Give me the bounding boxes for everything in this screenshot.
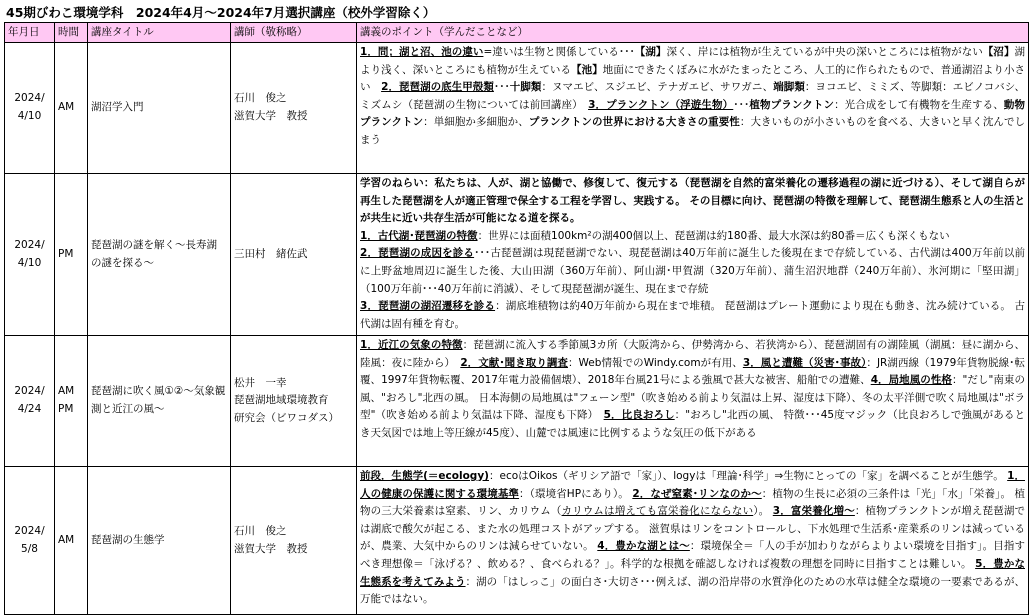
header-course: 講座タイトル [88, 23, 231, 43]
lecturer-name: 石川 俊之 [234, 524, 287, 537]
point-segment: ："だし"南東の風、"おろし"北西の風。 日本海側の局地風は"フェーン型"（吹き始める前より気温は上昇、湿度は下降）、冬の太平洋側で吹く局地風は"ボラ型"（吹き始める前より気温は下降、湿度も下降） [360, 374, 1025, 422]
point-segment: 1．人の健康の保護に関する環境基準 [360, 470, 1025, 500]
point-segment: 1．近江の気象の特徴 [360, 339, 463, 351]
point-segment: 5．豊かな生態系を考えてみよう [360, 557, 1025, 588]
date-cell [5, 43, 55, 174]
course-table [4, 22, 1029, 615]
table-row [5, 467, 1029, 615]
lecturer-affiliation-2: 研究会（ビワコダス） [234, 411, 339, 424]
lecturer-cell [231, 336, 357, 467]
lecturer-affiliation: 滋賀大学 教授 [234, 110, 308, 122]
lecturer-name: 松井 一幸 [234, 376, 287, 389]
page-title: 45期びわこ環境学科 2024年4月～2024年7月選択講座（校外学習除く） [6, 5, 436, 20]
point-segment: ：湖の「はしっこ」の面白さ･大切さ･･･例えば、湖の沿岸帯の水質浄化のための水草は健全な環境の一要素であるが、万能ではない。 [360, 575, 1025, 606]
point-segment: 3．富栄養化増～ [772, 505, 855, 518]
date-day: 4/10 [17, 110, 42, 122]
point-segment: ：植物の生長に必須の三条件は「光」「水」「栄養」。 植物の三大栄養素は窒素、リン、カリウム（ [360, 487, 1025, 518]
time-slot-2: PM [58, 403, 74, 415]
point-segment: 4．豊かな湖とは～ [597, 540, 690, 553]
point-segment: ）。 [753, 505, 773, 518]
point-segment: 2．なぜ窒素･リンなのか～ [632, 487, 762, 500]
point-segment: 湖より浅く、深いところにも植物が生えている [360, 46, 1025, 76]
point-segment: ：ヌマエビ、スジエビ、テナガエビ、サワガニ、 [541, 81, 774, 94]
date-year: 2024/ [14, 385, 45, 398]
time-slot: PM [58, 247, 74, 260]
time-slot: AM [58, 101, 75, 114]
point-segment: 3．琵琶湖の湖沼遷移を診る [360, 300, 496, 313]
point-segment: ･･･古琵琶湖は現琵琶湖でない、現琵琶湖は40万年前に誕生した後現在まで存続している、古代湖は400万年前以前に上野盆地周辺に誕生した後、大山田湖（360万年前）、阿山湖･甲賀湖（320万年前）、蒲生沼沢地群（240万年前）、氷河期に「堅田湖」（100万年前･･･40万年前に消滅）、そして現琵琶湖が誕生、現在まで存続 [360, 247, 1025, 295]
header-lecturer: 講師（敬称略） [231, 23, 357, 43]
point-segment: 学習のねらい：私たちは、人が、湖と協働で、修復して、復元する（琵琶湖を自然的富栄養化の遷移過程の湖に近づける）、そして湖自らが再生した琵琶湖を人が適正管理で保全する工程を学習し、実践する。 その目標に向け、琵琶湖の特徴を理解して、琵琶湖生態系と人の生活とが共生に近い共存生活が可能になる道を探る。 [360, 177, 1025, 225]
time-slot: AM [58, 533, 75, 546]
point-segment: 端脚類 [773, 81, 805, 94]
point-segment: 3．風と遭難（災害･事故） [742, 356, 867, 369]
course-title: 湖沼学入門 [88, 43, 231, 174]
lecture-points [357, 174, 1029, 336]
lecturer-affiliation: 琵琶湖地域環境教育 [234, 394, 329, 407]
time-cell [55, 174, 88, 336]
table-header-row [5, 23, 1029, 43]
date-cell [5, 467, 55, 615]
point-segment: ：ヨコエビ、ミミズ、等脚類：エビノコバシ、ミズムシ（琵琶湖の生物については前回講座） [360, 81, 1026, 111]
point-segment: 植物プランクトン [749, 98, 835, 111]
point-segment: 4．局地風の性格 [870, 374, 952, 387]
point-segment: 【沼】 [982, 46, 1015, 58]
point-segment: 2．琵琶湖の底生甲殻類 [381, 81, 494, 94]
point-segment: ･･･ [493, 81, 510, 94]
point-segment: 3．プランクトン（浮遊生物） [588, 98, 734, 111]
table-row [5, 174, 1029, 336]
point-segment: ：Web情報でのWindy.comが有用、 [567, 356, 743, 369]
date-year: 2024/ [14, 92, 45, 105]
point-segment: ："おろし"北西の風、 特徴･･･45度マジック（比良おろしで強風があるとき天気図では地上等圧線が45度）、山麓では風速に比例するような気圧の低下がある [360, 409, 1025, 439]
point-segment: 2．琵琶湖の成因を診る [360, 247, 475, 260]
point-segment: ：琵琶湖に流入する季節風3カ所（大阪湾から、伊勢湾から、若狭湾から）、琵琶湖固有の湖陸風（湖風：昼に湖から、陸風：夜に陸から） [360, 339, 1025, 369]
point-segment: ：ecoはOikos（ギリシア語で「家」）、logyは「理論･科学」⇒生物にとっての「家」を調べることが生態学。 [488, 470, 1008, 482]
date-cell [5, 174, 55, 336]
point-segment: ：光合成をして有機物を生産する、 [834, 98, 1004, 111]
time-cell [55, 467, 88, 615]
point-segment: ：環境保全＝「人の手が加わりながらよりよい環境を目指す」。目指すべき理想像＝「泳げる？、飲める？、食べられる？」。科学的な根拠を確認しなければ複数の理想を同時に目指すことは難しい。 [360, 540, 1025, 570]
point-segment: ：大きいものが小さいものを食べる、大きいと早く沈んでしまう [360, 116, 1026, 146]
date-day: 4/24 [17, 403, 42, 415]
date-year: 2024/ [14, 524, 45, 537]
point-segment: =違いは生物と関係している･･･ [483, 46, 635, 58]
lecturer-affiliation: 滋賀大学 教授 [234, 542, 308, 555]
date-day: 4/10 [17, 256, 42, 269]
lecturer-cell [231, 174, 357, 336]
point-segment: ：JR湖西線（1979年貨物脱線･転覆、1997年貨物転覆、2017年電力設備個壊）、2018年台風21号による強風で甚大な被害、船舶での遭難、 [360, 356, 1025, 387]
header-date: 年月日 [5, 23, 55, 43]
point-segment: ：（環境省HPにあり）。 [519, 487, 633, 500]
point-segment: 深く、岸には植物が生えているが中央の深いところには植物がない [666, 46, 983, 58]
lecturer-cell [231, 467, 357, 615]
course-title: 琵琶湖に吹く風①②～気象観測と近江の風～ [88, 336, 231, 467]
point-segment: ：世界には面積100km²の湖400個以上、琵琶湖は約180番、最大水深は約80番＝広くも深くもない [477, 229, 950, 242]
lecturer-cell [231, 43, 357, 174]
point-segment: 地面にできたくぼみに水がたまったところ、人工的に作られたもので、普通湖沼より小さい [360, 63, 1026, 94]
point-segment: 動物プランクトン [360, 98, 1026, 129]
lecture-points [357, 467, 1029, 615]
table-row [5, 43, 1029, 174]
point-segment: 【池】 [571, 63, 603, 76]
date-day: 5/8 [21, 542, 38, 555]
point-segment: 十脚類 [509, 81, 542, 94]
point-segment: ：植物プランクトンが増え琵琶湖では湖底で酸欠が起こる、また水の処理コストがアップする。 滋賀県はリンをコントロールし、下水処理で生活系･産業系のリンは減っているが、農業、大気中からのリンは減らせていない。 [360, 505, 1025, 553]
date-year: 2024/ [14, 238, 45, 251]
course-title: 琵琶湖の生態学 [88, 467, 231, 615]
lecturer-name: 三田村 緒佐武 [234, 247, 308, 260]
course-title: 琵琶湖の謎を解く～長寿湖の謎を探る～ [88, 174, 231, 336]
lecture-points [357, 43, 1029, 174]
time-cell [55, 336, 88, 467]
point-segment: 【湖】 [634, 46, 667, 58]
lecture-points [357, 336, 1029, 467]
point-segment: プランクトンの世界における大きさの重要性 [528, 116, 740, 129]
date-cell [5, 336, 55, 467]
table-row [5, 336, 1029, 467]
header-points: 講義のポイント（学んだことなど） [357, 23, 1029, 43]
header-time: 時間 [55, 23, 88, 43]
point-segment: 1．古代湖･琵琶湖の特徴 [360, 229, 478, 242]
point-segment: 1．問；湖と沼、池の違い [360, 46, 484, 58]
point-segment: 2．文献･聞き取り調査 [460, 356, 568, 369]
point-segment: カリウムは増えても富栄養化にならない [561, 505, 754, 518]
time-slot: AM [58, 385, 75, 398]
time-cell [55, 43, 88, 174]
point-segment: 前段．生態学(＝ecology) [360, 470, 489, 482]
point-segment: ･･･ [733, 98, 750, 111]
lecturer-name: 石川 俊之 [234, 92, 287, 105]
point-segment: 5．比良おろし [603, 409, 675, 422]
point-segment: ：単細胞か多細胞か、 [423, 116, 529, 129]
point-segment: ：湖底堆積物は約40万年前から現在まで堆積。 琵琶湖はプレート運動により現在も動き、沈み続けている。 古代湖は固有種を育む。 [360, 300, 1025, 330]
